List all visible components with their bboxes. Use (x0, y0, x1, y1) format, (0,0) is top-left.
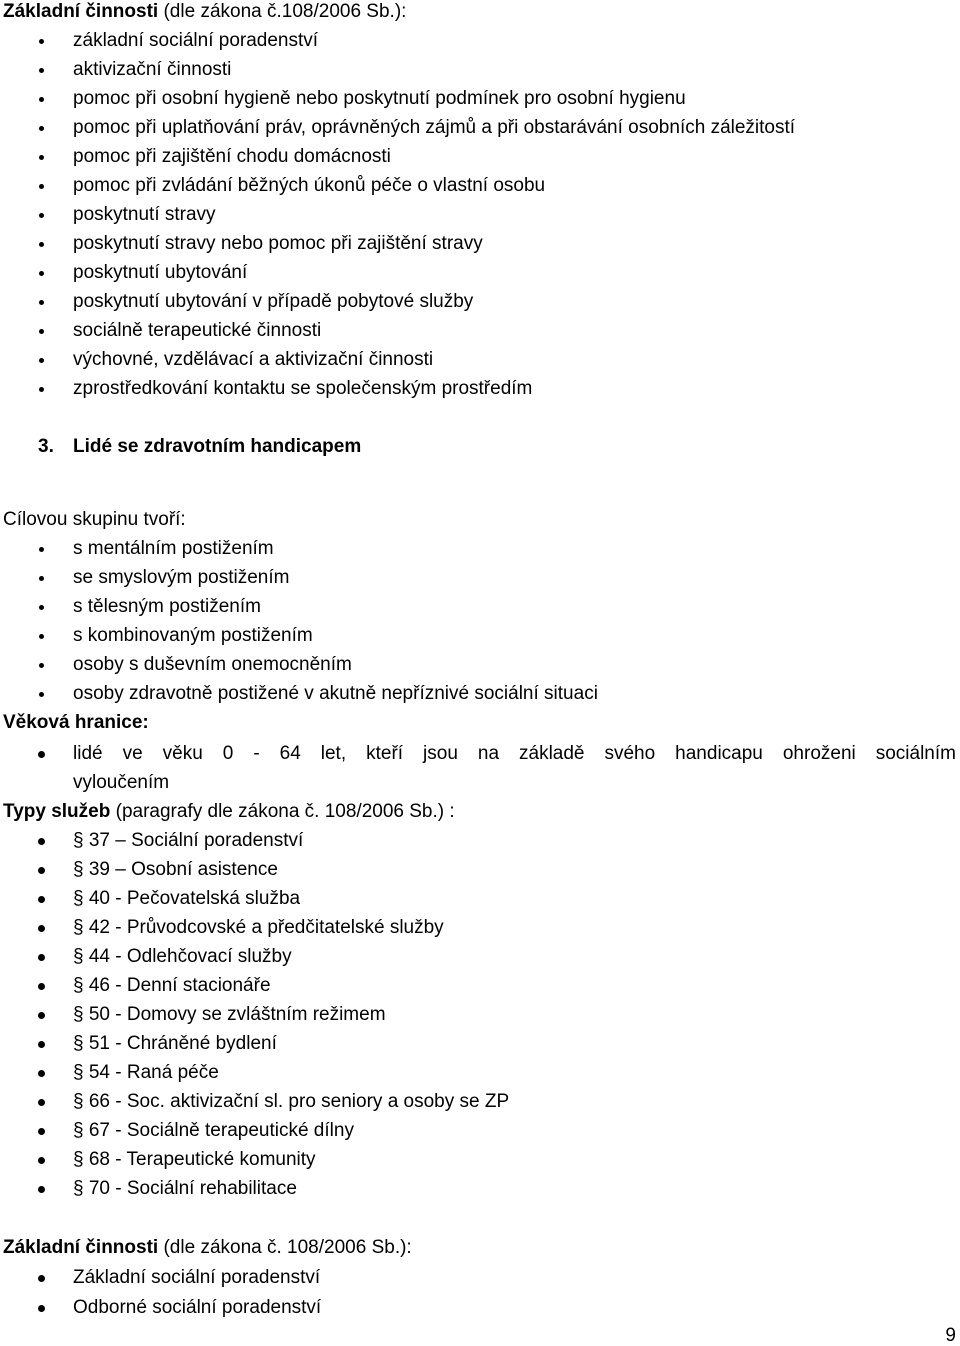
bullet-icon (38, 1157, 45, 1164)
bullet-icon (38, 925, 45, 932)
list-item: poskytnutí stravy (73, 203, 960, 227)
bullet-icon (39, 97, 44, 102)
list-item: § 42 - Průvodcovské a předčitatelské služby (73, 916, 960, 940)
bullet-icon (39, 358, 44, 363)
bullet-icon (39, 155, 44, 160)
bullet-icon (39, 329, 44, 334)
bullet-icon (38, 1305, 45, 1312)
bullet-icon (39, 387, 44, 392)
bullet-icon (38, 1012, 45, 1019)
bullet-icon (39, 576, 44, 581)
list-item: § 68 - Terapeutické komunity (73, 1148, 960, 1172)
bullet-icon (38, 751, 45, 758)
bullet-icon (38, 867, 45, 874)
list-item: § 46 - Denní stacionáře (73, 974, 960, 998)
list-item: poskytnutí ubytování v případě pobytové služby (73, 290, 960, 314)
list-item: se smyslovým postižením (73, 566, 960, 590)
heading-basic-activities-2: Základní činnosti (dle zákona č. 108/2006 Sb.): (3, 1237, 412, 1258)
bullet-icon (38, 1128, 45, 1135)
list-item: osoby s duševním onemocněním (73, 653, 960, 677)
list-item: § 66 - Soc. aktivizační sl. pro seniory a osoby se ZP (73, 1090, 960, 1114)
page-number: 9 (945, 1325, 956, 1346)
list-item: § 51 - Chráněné bydlení (73, 1032, 960, 1056)
section-heading: 3. Lidé se zdravotním handicapem (38, 436, 362, 457)
bullet-icon (38, 983, 45, 990)
bullet-icon (38, 1041, 45, 1048)
age-limit-label: Věková hranice: (3, 712, 149, 733)
bullet-icon (39, 68, 44, 73)
list-item: § 67 - Sociálně terapeutické dílny (73, 1119, 960, 1143)
age-limit-text: lidé ve věku 0 - 64 let, kteří jsou na základě svého handicapu ohroženi sociálním (73, 742, 956, 766)
list-item: § 44 - Odlehčovací služby (73, 945, 960, 969)
list-item: pomoc při uplatňování práv, oprávněných zájmů a při obstarávání osobních záležitostí (73, 116, 960, 140)
bullet-icon (39, 634, 44, 639)
bullet-icon (39, 271, 44, 276)
bullet-icon (39, 663, 44, 668)
list-item: § 54 - Raná péče (73, 1061, 960, 1085)
list-item: základní sociální poradenství (73, 29, 960, 53)
bullet-icon (38, 1275, 45, 1282)
list-item: s kombinovaným postižením (73, 624, 960, 648)
bullet-icon (38, 896, 45, 903)
bullet-icon (39, 213, 44, 218)
age-limit-text-continued: vyloučením (73, 772, 170, 793)
bullet-icon (39, 39, 44, 44)
bullet-icon (38, 838, 45, 845)
list-item: Odborné sociální poradenství (73, 1296, 960, 1320)
list-item: pomoc při zvládání běžných úkonů péče o vlastní osobu (73, 174, 960, 198)
list-item: § 50 - Domovy se zvláštním režimem (73, 1003, 960, 1027)
bullet-icon (38, 954, 45, 961)
list-item: s mentálním postižením (73, 537, 960, 561)
bullet-icon (38, 1186, 45, 1193)
list-item: § 37 – Sociální poradenství (73, 829, 960, 853)
bullet-icon (39, 184, 44, 189)
bullet-icon (38, 1070, 45, 1077)
list-item: s tělesným postižením (73, 595, 960, 619)
list-item: zprostředkování kontaktu se společenským prostředím (73, 377, 960, 401)
list-item: § 40 - Pečovatelská služba (73, 887, 960, 911)
list-item: pomoc při osobní hygieně nebo poskytnutí podmínek pro osobní hygienu (73, 87, 960, 111)
bullet-icon (39, 605, 44, 610)
target-group-label: Cílovou skupinu tvoří: (3, 509, 186, 530)
list-item: sociálně terapeutické činnosti (73, 319, 960, 343)
heading-basic-activities: Základní činnosti (dle zákona č.108/2006 Sb.): (3, 1, 407, 22)
list-item: aktivizační činnosti (73, 58, 960, 82)
list-item: osoby zdravotně postižené v akutně nepříznivé sociální situaci (73, 682, 960, 706)
bullet-icon (39, 126, 44, 131)
list-item: poskytnutí stravy nebo pomoc při zajištění stravy (73, 232, 960, 256)
list-item: Základní sociální poradenství (73, 1266, 960, 1290)
bullet-icon (38, 1099, 45, 1106)
list-item: poskytnutí ubytování (73, 261, 960, 285)
bullet-icon (39, 300, 44, 305)
bullet-icon (39, 692, 44, 697)
list-item: výchovné, vzdělávací a aktivizační činnosti (73, 348, 960, 372)
list-item: pomoc při zajištění chodu domácnosti (73, 145, 960, 169)
bullet-icon (39, 242, 44, 247)
bullet-icon (39, 547, 44, 552)
list-item: § 70 - Sociální rehabilitace (73, 1177, 960, 1201)
list-item: § 39 – Osobní asistence (73, 858, 960, 882)
service-types-heading: Typy služeb (paragrafy dle zákona č. 108/2006 Sb.) : (3, 801, 455, 822)
